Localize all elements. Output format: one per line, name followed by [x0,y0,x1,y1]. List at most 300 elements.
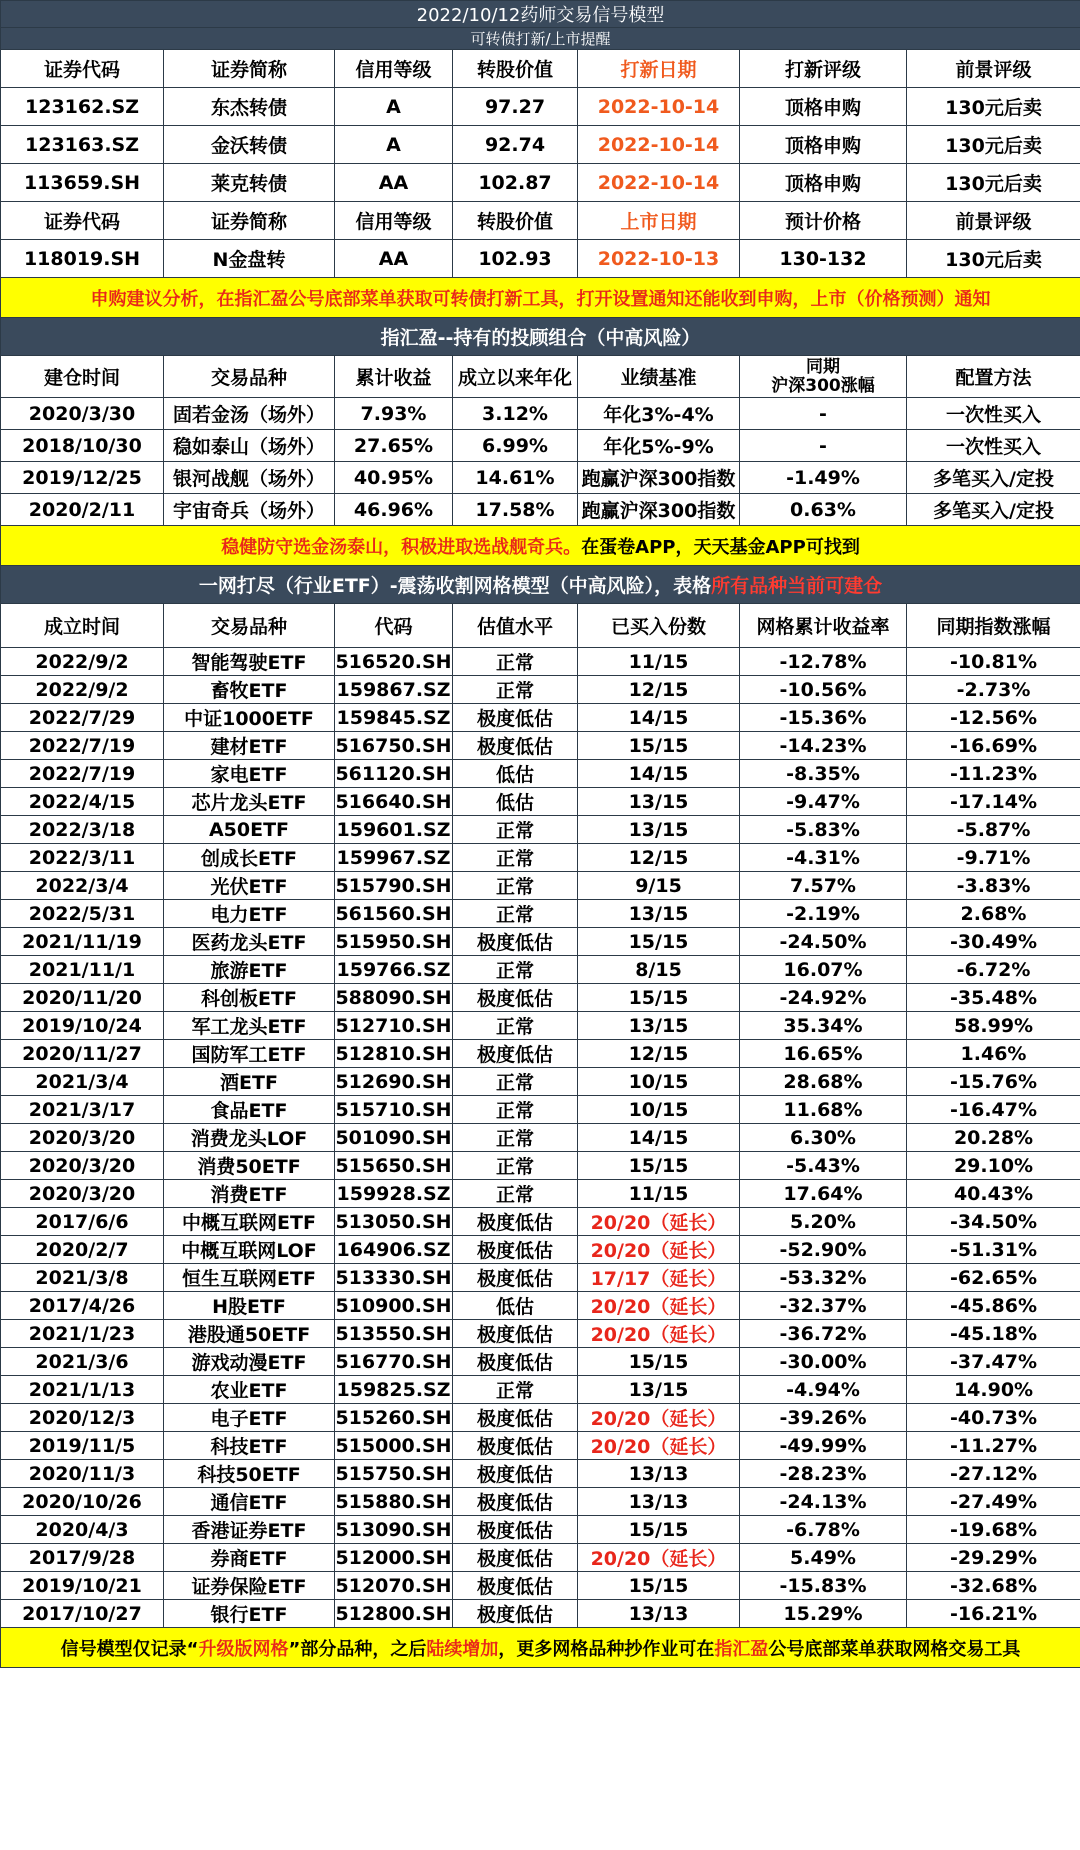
cell: 极度低估 [453,704,578,732]
cell: 14.61% [453,462,578,494]
footer-note-p1: 信号模型仅记录“ [60,1638,199,1660]
cell: 智能驾驶ETF [164,648,335,676]
header-cell: 信用等级 [335,50,453,88]
cell: -9.71% [907,844,1080,872]
cell: 516770.SH [335,1348,453,1376]
listing-row [1,240,1080,278]
cell: 2022-10-14 [578,164,740,202]
header-cell: 证券简称 [164,202,335,240]
header-cell: 同期 沪深300涨幅 [740,356,907,398]
footer-note-p4: 陆续增加 [426,1638,499,1660]
etf-row [1,872,1080,900]
cell: 17.58% [453,494,578,526]
cell: 15.29% [740,1600,907,1628]
cell: 正常 [453,1012,578,1040]
cell: 513550.SH [335,1320,453,1348]
cell: 2020/4/3 [1,1516,164,1544]
cell: 13/15 [578,900,740,928]
cell: 513050.SH [335,1208,453,1236]
cell: 15/15 [578,928,740,956]
cell: 14.90% [907,1376,1080,1404]
cell: 6.99% [453,430,578,462]
fund-row [1,462,1080,494]
cell: 农业ETF [164,1376,335,1404]
cell: 159766.SZ [335,956,453,984]
cell: 15/15 [578,1516,740,1544]
cell: 中证1000ETF [164,704,335,732]
etf-row [1,760,1080,788]
cell: 2020/11/3 [1,1460,164,1488]
cell: 跑赢沪深300指数 [578,462,740,494]
etf-row [1,676,1080,704]
cell: -49.99% [740,1432,907,1460]
cell: 512070.SH [335,1572,453,1600]
cell: -51.31% [907,1236,1080,1264]
cell: -14.23% [740,732,907,760]
cell: 极度低估 [453,1572,578,1600]
cell: 多笔买入/定投 [907,494,1080,526]
cell: 2021/3/4 [1,1068,164,1096]
cell: 159601.SZ [335,816,453,844]
etf-row [1,704,1080,732]
cell: -29.29% [907,1544,1080,1572]
cell: -45.86% [907,1292,1080,1320]
cell: 97.27 [453,88,578,126]
cell: 极度低估 [453,1488,578,1516]
cell: 科创板ETF [164,984,335,1012]
cell: -62.65% [907,1264,1080,1292]
header-cell: 业绩基准 [578,356,740,398]
cell: 46.96% [335,494,453,526]
cell: 中概互联网LOF [164,1236,335,1264]
cell: -24.13% [740,1488,907,1516]
cell: 501090.SH [335,1124,453,1152]
cell: -24.50% [740,928,907,956]
header-cell: 网格累计收益率 [740,604,907,648]
fund-row [1,430,1080,462]
cell: 2017/6/6 [1,1208,164,1236]
cell: 极度低估 [453,1208,578,1236]
fund-section-title: 指汇盈--持有的投顾组合（中高风险） [1,318,1080,356]
bond-row [1,126,1080,164]
cell: 极度低估 [453,1404,578,1432]
etf-section-title-row [1,566,1080,604]
cell: 通信ETF [164,1488,335,1516]
cell: 极度低估 [453,1516,578,1544]
cell: 正常 [453,816,578,844]
cell: 40.95% [335,462,453,494]
cell: 固若金汤（场外） [164,398,335,430]
fund-row [1,494,1080,526]
cell: 2021/1/23 [1,1320,164,1348]
cell: -30.49% [907,928,1080,956]
cell: 极度低估 [453,984,578,1012]
cell: 20/20（延长） [578,1432,740,1460]
cell: 一次性买入 [907,430,1080,462]
cell: 2019/10/21 [1,1572,164,1600]
cell: 159967.SZ [335,844,453,872]
cell: -15.36% [740,704,907,732]
etf-row [1,1292,1080,1320]
header-cell: 累计收益 [335,356,453,398]
cell: 12/15 [578,676,740,704]
cell: -6.78% [740,1516,907,1544]
cell: 极度低估 [453,1040,578,1068]
bond-note: 申购建议分析，在指汇盈公号底部菜单获取可转债打新工具，打开设置通知还能收到申购，上市（价格预测）通知 [1,278,1080,318]
cell: -30.00% [740,1348,907,1376]
cell: 2021/11/19 [1,928,164,956]
cell: -5.87% [907,816,1080,844]
cell: - [740,430,907,462]
cell: 14/15 [578,704,740,732]
cell: 2017/10/27 [1,1600,164,1628]
cell: 2020/11/20 [1,984,164,1012]
cell: 电力ETF [164,900,335,928]
fund-note-part2: 在蛋卷APP，天天基金APP可找到 [581,536,860,558]
cell: -5.43% [740,1152,907,1180]
cell: 512690.SH [335,1068,453,1096]
cell: 年化3%-4% [578,398,740,430]
bond-row [1,88,1080,126]
cell: 17/17（延长） [578,1264,740,1292]
cell: 123162.SZ [1,88,164,126]
cell: 9/15 [578,872,740,900]
page-subtitle: 可转债打新/上市提醒 [1,28,1080,50]
cell: 正常 [453,872,578,900]
cell: 2020/10/26 [1,1488,164,1516]
header-cell: 证券简称 [164,50,335,88]
cell: 医药龙头ETF [164,928,335,956]
subtitle-row [1,28,1080,50]
cell: 游戏动漫ETF [164,1348,335,1376]
etf-row [1,1180,1080,1208]
etf-row [1,648,1080,676]
cell: 159845.SZ [335,704,453,732]
cell: 家电ETF [164,760,335,788]
cell: 正常 [453,1376,578,1404]
cell: 正常 [453,676,578,704]
cell: 13/15 [578,816,740,844]
cell: -36.72% [740,1320,907,1348]
cell: -19.68% [907,1516,1080,1544]
header-cell: 成立时间 [1,604,164,648]
etf-row [1,1124,1080,1152]
cell: -2.73% [907,676,1080,704]
cell: 13/15 [578,1376,740,1404]
cell: 食品ETF [164,1096,335,1124]
cell: -9.47% [740,788,907,816]
cell: -4.94% [740,1376,907,1404]
cell: 14/15 [578,1124,740,1152]
header-cell: 预计价格 [740,202,907,240]
cell: 15/15 [578,1348,740,1376]
header-cell: 打新评级 [740,50,907,88]
cell: -28.23% [740,1460,907,1488]
fund-note-row [1,526,1080,566]
etf-row [1,1068,1080,1096]
cell: 7.93% [335,398,453,430]
cell: 正常 [453,1180,578,1208]
cell: 515650.SH [335,1152,453,1180]
cell: 正常 [453,648,578,676]
etf-row [1,1208,1080,1236]
cell: 2018/10/30 [1,430,164,462]
cell: 光伏ETF [164,872,335,900]
cell: 2022-10-14 [578,88,740,126]
cell: 跑赢沪深300指数 [578,494,740,526]
etf-row [1,1544,1080,1572]
cell: 科技ETF [164,1432,335,1460]
cell: 2019/11/5 [1,1432,164,1460]
bond-header-row [1,50,1080,88]
cell: -1.49% [740,462,907,494]
cell: 113659.SH [1,164,164,202]
cell: A [335,126,453,164]
cell: 2022/3/18 [1,816,164,844]
header-cell: 配置方法 [907,356,1080,398]
cell: 2022/7/29 [1,704,164,732]
cell: 2022/5/31 [1,900,164,928]
cell: 13/13 [578,1460,740,1488]
header-cell: 代码 [335,604,453,648]
cell: 92.74 [453,126,578,164]
etf-row [1,1600,1080,1628]
etf-row [1,956,1080,984]
cell: 顶格申购 [740,88,907,126]
cell: 低估 [453,760,578,788]
cell: -4.31% [740,844,907,872]
cell: -27.12% [907,1460,1080,1488]
cell: 513330.SH [335,1264,453,1292]
fund-row [1,398,1080,430]
cell: 159928.SZ [335,1180,453,1208]
fund-section-title-row [1,318,1080,356]
header-cell: 同期指数涨幅 [907,604,1080,648]
cell: 16.07% [740,956,907,984]
cell: 极度低估 [453,928,578,956]
etf-title-part2: 所有品种当前可建仓 [711,575,883,597]
cell: 券商ETF [164,1544,335,1572]
cell: 2017/4/26 [1,1292,164,1320]
cell: 旅游ETF [164,956,335,984]
header-cell: 前景评级 [907,50,1080,88]
header-cell: 信用等级 [335,202,453,240]
footer-note-p7: 公号底部菜单获取网格交易工具 [768,1638,1021,1660]
cell: 2020/3/20 [1,1180,164,1208]
header-cell: 证券代码 [1,202,164,240]
cell: 多笔买入/定投 [907,462,1080,494]
footer-note-p2: 升级版网格 [198,1638,289,1660]
cell: 东杰转债 [164,88,335,126]
cell: 11/15 [578,1180,740,1208]
cell: 极度低估 [453,1264,578,1292]
cell: 16.65% [740,1040,907,1068]
cell: -10.56% [740,676,907,704]
cell: 29.10% [907,1152,1080,1180]
cell: 低估 [453,788,578,816]
etf-row [1,928,1080,956]
cell: 5.20% [740,1208,907,1236]
cell: 15/15 [578,984,740,1012]
cell: 2019/12/25 [1,462,164,494]
page-title: 2022/10/12药师交易信号模型 [1,1,1080,28]
cell: 14/15 [578,760,740,788]
cell: N金盘转 [164,240,335,278]
cell: 芯片龙头ETF [164,788,335,816]
cell: 10/15 [578,1096,740,1124]
cell: -6.72% [907,956,1080,984]
cell: 2022-10-13 [578,240,740,278]
cell: 港股通50ETF [164,1320,335,1348]
header-cell: 转股价值 [453,50,578,88]
cell: 11.68% [740,1096,907,1124]
cell: 28.68% [740,1068,907,1096]
cell: 2020/11/27 [1,1040,164,1068]
cell: 1.46% [907,1040,1080,1068]
etf-row [1,1040,1080,1068]
cell: 极度低估 [453,1544,578,1572]
cell: 561120.SH [335,760,453,788]
listing-header-row [1,202,1080,240]
cell: -12.56% [907,704,1080,732]
cell: 561560.SH [335,900,453,928]
cell: 军工龙头ETF [164,1012,335,1040]
cell: 银行ETF [164,1600,335,1628]
cell: -15.83% [740,1572,907,1600]
cell: 6.30% [740,1124,907,1152]
cell: 2022/9/2 [1,648,164,676]
header-cell: 交易品种 [164,356,335,398]
etf-row [1,1516,1080,1544]
cell: A [335,88,453,126]
cell: 顶格申购 [740,126,907,164]
header-cell: 交易品种 [164,604,335,648]
cell: 正常 [453,1152,578,1180]
cell: 10/15 [578,1068,740,1096]
cell: 20/20（延长） [578,1404,740,1432]
etf-row [1,1376,1080,1404]
cell: -17.14% [907,788,1080,816]
cell: -32.37% [740,1292,907,1320]
cell: 2022/7/19 [1,760,164,788]
cell: 银河战舰（场外） [164,462,335,494]
cell: 159825.SZ [335,1376,453,1404]
cell: 516750.SH [335,732,453,760]
etf-row [1,844,1080,872]
etf-row [1,1152,1080,1180]
cell: 2020/3/20 [1,1124,164,1152]
etf-header-row [1,604,1080,648]
title-row [1,1,1080,28]
cell: 20.28% [907,1124,1080,1152]
cell: -32.68% [907,1572,1080,1600]
cell: 正常 [453,1096,578,1124]
cell: 13/13 [578,1600,740,1628]
bond-row [1,164,1080,202]
etf-row [1,1488,1080,1516]
cell: 513090.SH [335,1516,453,1544]
etf-section-title [1,566,1080,604]
cell: 稳如泰山（场外） [164,430,335,462]
cell: -53.32% [740,1264,907,1292]
cell: 证券保险ETF [164,1572,335,1600]
cell: 130元后卖 [907,164,1080,202]
etf-row [1,1404,1080,1432]
cell: -40.73% [907,1404,1080,1432]
cell: 515750.SH [335,1460,453,1488]
cell: 极度低估 [453,1460,578,1488]
cell: 2020/12/3 [1,1404,164,1432]
cell: 恒生互联网ETF [164,1264,335,1292]
cell: 创成长ETF [164,844,335,872]
cell: 极度低估 [453,1600,578,1628]
cell: 15/15 [578,1152,740,1180]
cell: 2020/2/11 [1,494,164,526]
fund-note [1,526,1080,566]
cell: 2022/7/19 [1,732,164,760]
cell: 3.12% [453,398,578,430]
cell: 102.87 [453,164,578,202]
cell: 102.93 [453,240,578,278]
cell: 宇宙奇兵（场外） [164,494,335,526]
cell: 15/15 [578,1572,740,1600]
cell: 一次性买入 [907,398,1080,430]
cell: 13/15 [578,788,740,816]
cell: 7.57% [740,872,907,900]
cell: -52.90% [740,1236,907,1264]
cell: 香港证券ETF [164,1516,335,1544]
header-cell: 证券代码 [1,50,164,88]
cell: 512000.SH [335,1544,453,1572]
cell: 515710.SH [335,1096,453,1124]
cell: 消费50ETF [164,1152,335,1180]
cell: A50ETF [164,816,335,844]
cell: 130元后卖 [907,240,1080,278]
cell: 35.34% [740,1012,907,1040]
cell: 金沃转债 [164,126,335,164]
etf-row [1,900,1080,928]
cell: 2020/3/30 [1,398,164,430]
cell: 2.68% [907,900,1080,928]
cell: -45.18% [907,1320,1080,1348]
cell: 515790.SH [335,872,453,900]
cell: 515260.SH [335,1404,453,1432]
cell: 2022/4/15 [1,788,164,816]
cell: 2022/3/4 [1,872,164,900]
header-cell: 打新日期 [578,50,740,88]
fund-header-row [1,356,1080,398]
cell: -39.26% [740,1404,907,1432]
etf-row [1,1348,1080,1376]
cell: 顶格申购 [740,164,907,202]
cell: 极度低估 [453,1348,578,1376]
cell: 512710.SH [335,1012,453,1040]
fund-note-part1: 稳健防守选金汤泰山，积极进取选战舰奇兵。 [221,536,582,558]
footer-note-p6: 指汇盈 [714,1638,769,1660]
cell: -24.92% [740,984,907,1012]
cell: 515950.SH [335,928,453,956]
cell: 年化5%-9% [578,430,740,462]
header-cell: 转股价值 [453,202,578,240]
cell: -3.83% [907,872,1080,900]
cell: 13/15 [578,1012,740,1040]
cell: -11.27% [907,1432,1080,1460]
cell: 正常 [453,844,578,872]
cell: 2019/10/24 [1,1012,164,1040]
cell: 消费龙头LOF [164,1124,335,1152]
cell: 正常 [453,1124,578,1152]
cell: 512800.SH [335,1600,453,1628]
